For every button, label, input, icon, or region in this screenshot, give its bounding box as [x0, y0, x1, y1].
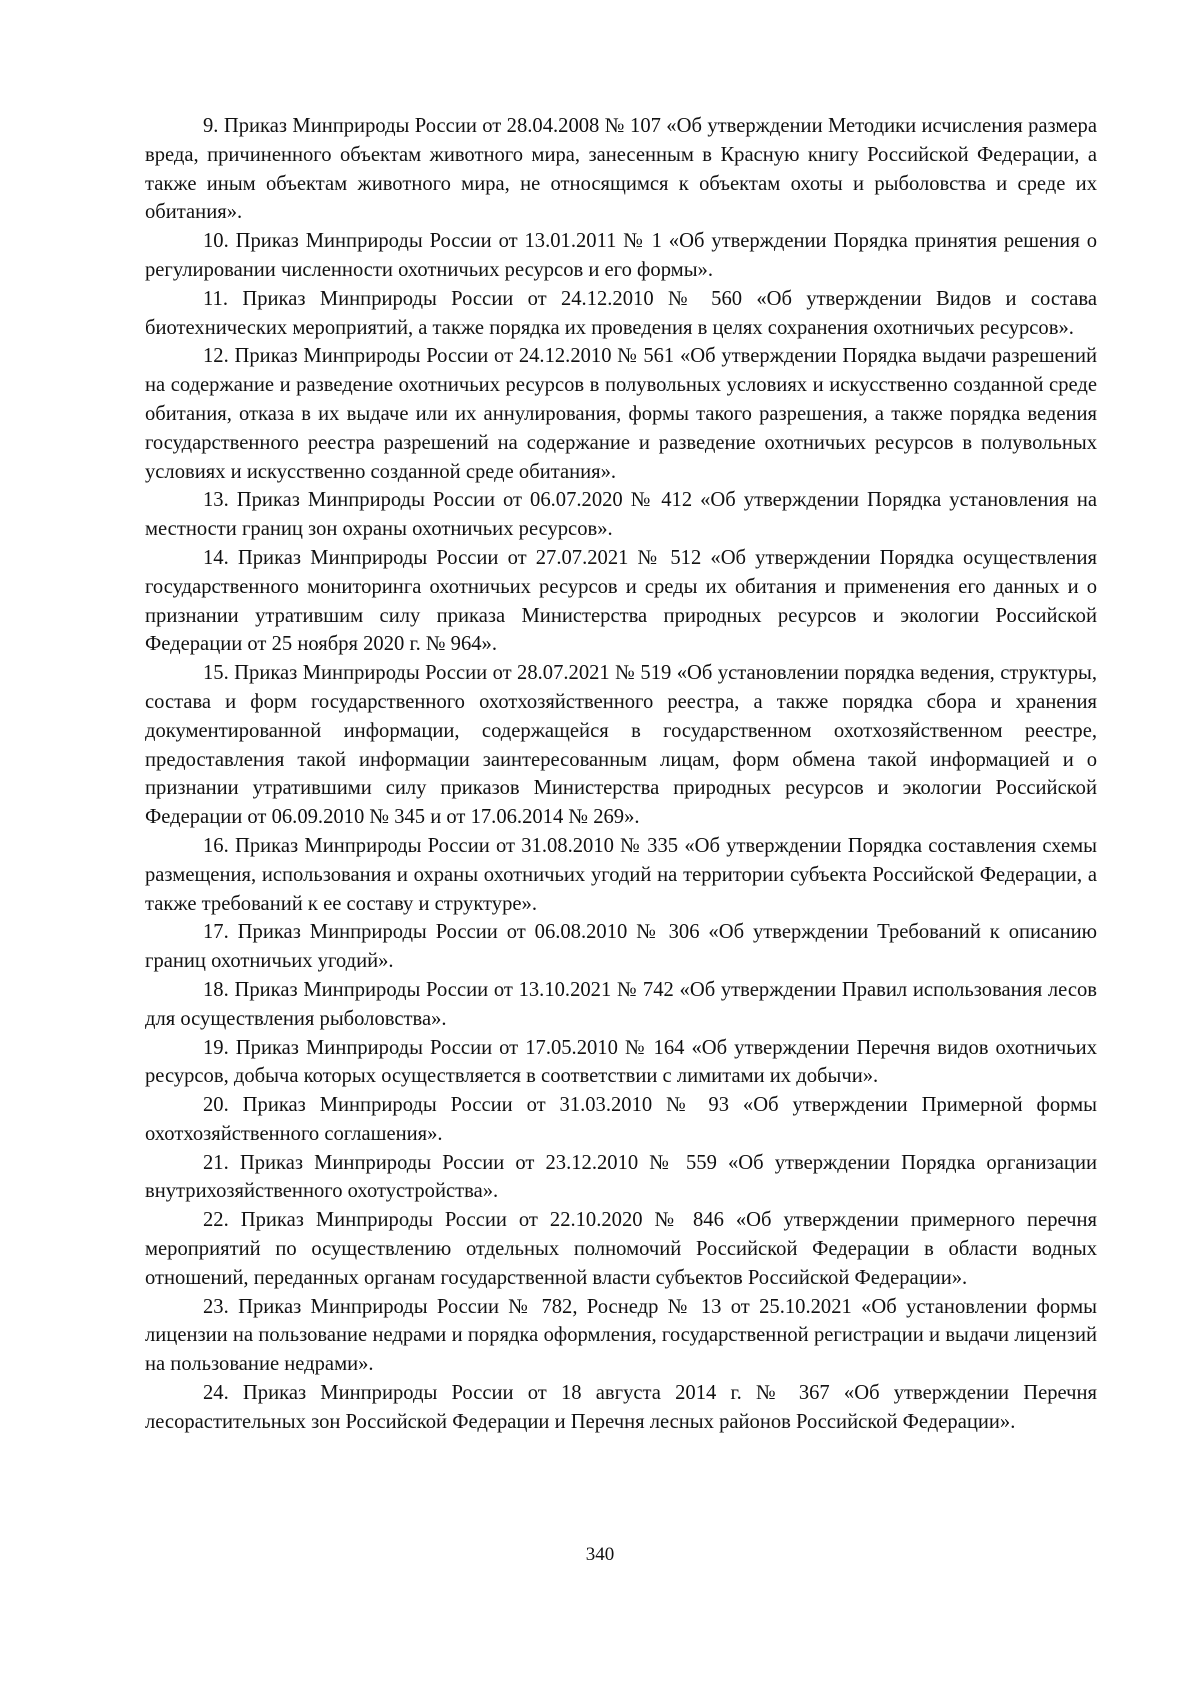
- list-item: 19. Приказ Минприроды России от 17.05.2010 № 164 «Об утверждении Перечня видов охотничьих ресурсов, добыча которых осуществляется в соответствии с лимитами их добычи».: [145, 1036, 1097, 1088]
- list-item: 15. Приказ Минприроды России от 28.07.2021 № 519 «Об установлении порядка ведения, структуры, состава и форм государственного охотхозяйственного реестра, а также порядка сбора и хранения документированной информации, содержащейся в государственном охотхозяйственном реестре, предоставления такой информации заинтересованным лицам, форм обмена такой информацией и о признании утратившими силу приказов Министерства природных ресурсов и экологии Российской Федерации от 06.09.2010 № 345 и от 17.06.2014 № 269».: [145, 662, 1097, 829]
- document-page: [145, 112, 1097, 1437]
- list-item: 9. Приказ Минприроды России от 28.04.2008 № 107 «Об утверждении Методики исчисления размера вреда, причиненного объектам животного мира, занесенным в Красную книгу Российской Федерации, а также иным объектам животного мира, не относящимся к объектам охоты и рыболовства и среде их обитания».: [145, 115, 1097, 224]
- list-item: 10. Приказ Минприроды России от 13.01.2011 № 1 «Об утверждении Порядка принятия решения о регулировании численности охотничьих ресурсов и его формы».: [145, 230, 1097, 281]
- list-item: 14. Приказ Минприроды России от 27.07.2021 № 512 «Об утверждении Порядка осуществления государственного мониторинга охотничьих ресурсов и среды их обитания и применения его данных и о признании утратившим силу приказа Министерства природных ресурсов и экологии Российской Федерации от 25 ноября 2020 г. № 964».: [145, 546, 1097, 656]
- list-item: 23. Приказ Минприроды России № 782, Роснедр № 13 от 25.10.2021 «Об установлении формы лицензии на пользование недрами и порядка оформления, государственной регистрации и выдачи лицензий на пользование недрами».: [145, 1295, 1097, 1376]
- list-item: 22. Приказ Минприроды России от 22.10.2020 № 846 «Об утверждении примерного перечня мероприятий по осуществлению отдельных полномочий Российской Федерации в области водных отношений, переданных органам государственной власти субъектов Российской Федерации».: [145, 1209, 1097, 1289]
- list-item: 18. Приказ Минприроды России от 13.10.2021 № 742 «Об утверждении Правил использования лесов для осуществления рыболовства».: [145, 978, 1097, 1030]
- list-item: 20. Приказ Минприроды России от 31.03.2010 № 93 «Об утверждении Примерной формы охотхозяйственного соглашения».: [145, 1094, 1097, 1145]
- list-item: 21. Приказ Минприроды России от 23.12.2010 № 559 «Об утверждении Порядка организации внутрихозяйственного охотустройства».: [145, 1151, 1097, 1203]
- list-item: 12. Приказ Минприроды России от 24.12.2010 № 561 «Об утверждении Порядка выдачи разрешений на содержание и разведение охотничьих ресурсов в полувольных условиях и искусственно созданной среде обитания, отказа в их выдаче или их аннулирования, формы такого разрешения, а также порядка ведения государственного реестра разрешений на содержание и разведение охотничьих ресурсов в полувольных условиях и искусственно созданной среде обитания».: [145, 345, 1097, 483]
- list-item: 11. Приказ Минприроды России от 24.12.2010 № 560 «Об утверждении Видов и состава биотехнических мероприятий, а также порядка их проведения в целях сохранения охотничьих ресурсов».: [145, 287, 1097, 339]
- list-item: 16. Приказ Минприроды России от 31.08.2010 № 335 «Об утверждении Порядка составления схемы размещения, использования и охраны охотничьих угодий на территории субъекта Российской Федерации, а также требований к ее составу и структуре».: [145, 834, 1097, 915]
- list-item: 17. Приказ Минприроды России от 06.08.2010 № 306 «Об утверждении Требований к описанию границ охотничьих угодий».: [145, 921, 1097, 973]
- list-item: 13. Приказ Минприроды России от 06.07.2020 № 412 «Об утверждении Порядка установления на местности границ зон охраны охотничьих ресурсов».: [145, 489, 1097, 541]
- page-number: 340: [585, 1544, 615, 1565]
- list-item: 24. Приказ Минприроды России от 18 августа 2014 г. № 367 «Об утверждении Перечня лесорастительных зон Российской Федерации и Перечня лесных районов Российской Федерации».: [145, 1382, 1097, 1433]
